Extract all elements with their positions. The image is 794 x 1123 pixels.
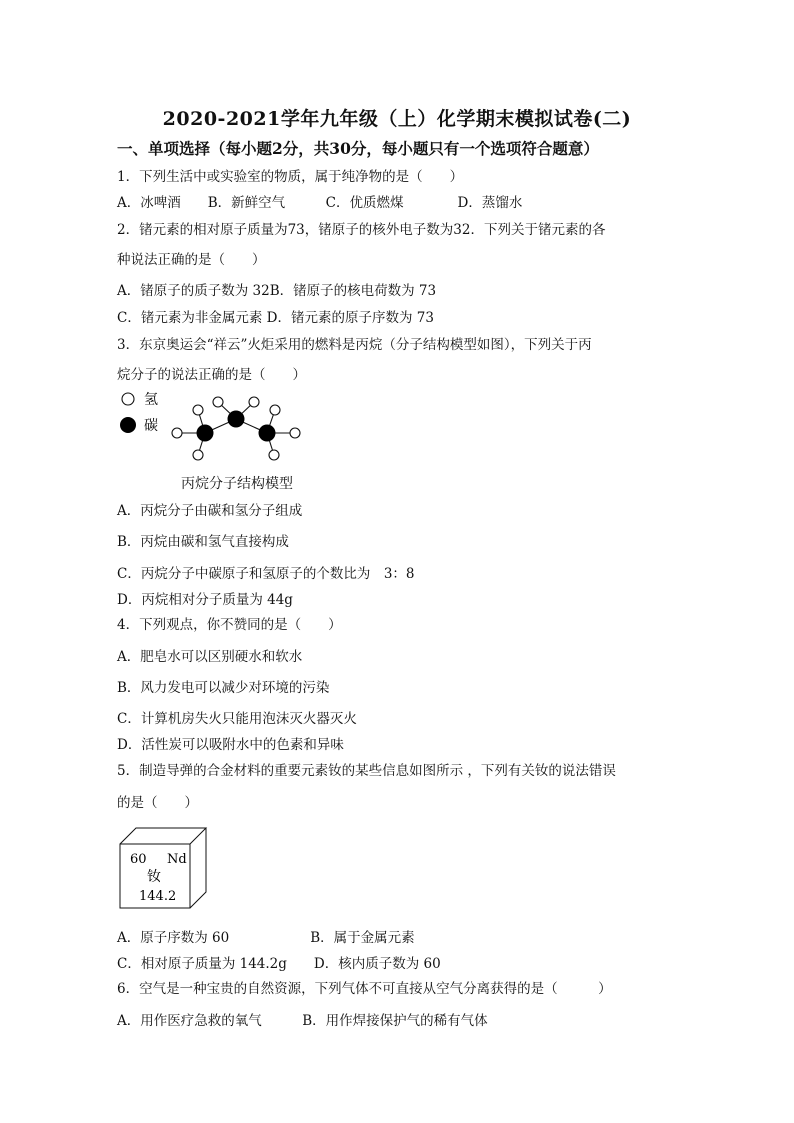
element-mass: 144.2 [139, 889, 177, 904]
q2-stem-line2: 种说法正确的是（ ） [117, 252, 266, 268]
q6-option-ab: A．用作医疗急救的氧气 B．用作焊接保护气的稀有气体 [117, 1013, 488, 1029]
q4-option-d: D．活性炭可以吸附水中的色素和异味 [117, 737, 344, 753]
propane-caption: 丙烷分子结构模型 [181, 476, 293, 492]
element-number: 60 [130, 852, 147, 867]
section-heading: 一、单项选择（每小题2分，共30分，每小题只有一个选项符合题意） [117, 139, 599, 158]
legend-carbon-circle [120, 417, 136, 433]
q2-option-cd: C．锗元素为非金属元素 D．锗元素的原子序数为 73 [117, 310, 434, 326]
q4-option-c: C．计算机房失火只能用泡沫灭火器灭火 [117, 711, 357, 727]
q4-option-a: A．肥皂水可以区别硬水和软水 [117, 649, 303, 665]
q1-stem: 1．下列生活中或实验室的物质，属于纯净物的是（ ） [117, 169, 464, 185]
q3-stem-line2: 烷分子的说法正确的是（ ） [117, 367, 306, 383]
legend-hydrogen-label: 氢 [144, 392, 158, 408]
q3-option-d: D．丙烷相对分子质量为 44g [117, 592, 293, 608]
q4-option-b: B．风力发电可以减少对环境的污染 [117, 680, 330, 696]
legend-hydrogen-circle [122, 393, 134, 405]
element-name: 钕 [147, 869, 161, 885]
q2-stem-line1: 2．锗元素的相对原子质量为73，锗原子的核外电子数为32．下列关于锗元素的各 [117, 222, 606, 238]
q2-option-ab: A．锗原子的质子数为 32B．锗原子的核电荷数为 73 [117, 283, 437, 299]
element-symbol: Nd [167, 852, 187, 867]
q4-stem: 4．下列观点，你不赞同的是（ ） [117, 617, 342, 633]
q5-option-cd: C．相对原子质量为 144.2g D．核内质子数为 60 [117, 956, 441, 972]
q3-stem-line1: 3．东京奥运会“祥云”火炬采用的燃料是丙烷（分子结构模型如图），下列关于丙 [117, 337, 592, 353]
q5-stem-line1: 5．制造导弹的合金材料的重要元素钕的某些信息如图所示 ，下列有关钕的说法错误 [117, 763, 616, 779]
neodymium-element-cube [117, 823, 217, 913]
q6-stem: 6．空气是一种宝贵的自然资源，下列气体不可直接从空气分离获得的是（ ） [117, 981, 612, 997]
hydrogen-atoms [172, 397, 300, 460]
q3-option-c: C．丙烷分子中碳原子和氢原子的个数比为 3：8 [117, 566, 415, 582]
q3-option-a: A．丙烷分子由碳和氢分子组成 [117, 503, 303, 519]
legend-carbon-label: 碳 [144, 418, 158, 434]
page-title: 2020-2021学年九年级（上）化学期末模拟试卷(二) [162, 108, 632, 130]
q1-options: A．冰啤酒 B．新鲜空气 C．优质燃煤 D．蒸馏水 [117, 195, 523, 211]
carbon-atoms [197, 411, 276, 442]
q5-option-ab: A．原子序数为 60 B．属于金属元素 [117, 930, 415, 946]
q3-option-b: B．丙烷由碳和氢气直接构成 [117, 534, 289, 550]
q5-stem-line2: 的是（ ） [117, 795, 198, 811]
